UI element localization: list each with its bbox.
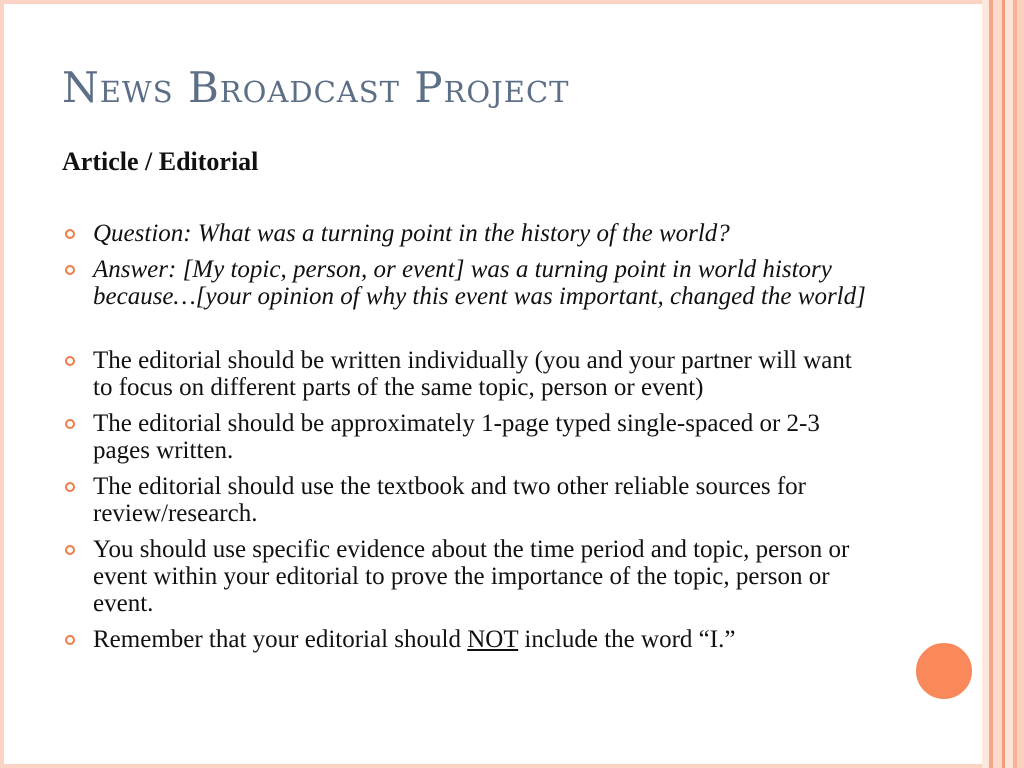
bullet-item bbox=[62, 256, 870, 310]
emphasis-not: NOT bbox=[467, 626, 519, 653]
stripe bbox=[1005, 0, 1013, 768]
stripe bbox=[993, 0, 1002, 768]
bullet-text: Question: What was a turning point in the history of the world? bbox=[93, 220, 730, 247]
circle-bullet-icon bbox=[65, 419, 75, 429]
bullet-text: Answer: [My topic, person, or event] was a turning point in world history because…[your opinion of why this event was important, changed the world] bbox=[93, 256, 866, 310]
bullet-item bbox=[62, 410, 870, 464]
stripe bbox=[982, 0, 989, 768]
bullet-text: The editorial should be written individually (you and your partner will want to focus on different parts of the same topic, person or event) bbox=[93, 347, 852, 401]
bullet-item bbox=[62, 626, 870, 653]
bullet-item bbox=[62, 536, 870, 617]
bullet-text-before: Remember that your editorial should bbox=[93, 626, 468, 653]
bullet-text: The editorial should be approximately 1-page typed single-spaced or 2-3 pages written. bbox=[93, 410, 820, 464]
circle-bullet-icon bbox=[65, 545, 75, 555]
bullet-text: You should use specific evidence about the time period and topic, person or event within your editorial to prove the importance of the topic, person or event. bbox=[93, 536, 850, 617]
decorative-circle bbox=[913, 640, 975, 702]
bullet-list bbox=[62, 220, 870, 662]
circle-bullet-icon bbox=[65, 356, 75, 366]
circle-bullet-icon bbox=[65, 635, 75, 645]
circle-bullet-icon bbox=[65, 265, 75, 275]
bullet-item bbox=[62, 473, 870, 527]
stripe bbox=[1017, 0, 1024, 768]
circle-bullet-icon bbox=[65, 229, 75, 239]
bullet-item bbox=[62, 220, 870, 247]
bullet-item bbox=[62, 347, 870, 401]
slide-title: News Broadcast Project bbox=[62, 63, 570, 112]
bullet-text-after: include the word “I.” bbox=[518, 626, 736, 653]
circle-bullet-icon bbox=[65, 482, 75, 492]
slide-subtitle: Article / Editorial bbox=[62, 147, 259, 176]
decorative-side-stripes bbox=[982, 0, 1024, 768]
bullet-text: The editorial should use the textbook and two other reliable sources for review/research. bbox=[93, 473, 806, 527]
